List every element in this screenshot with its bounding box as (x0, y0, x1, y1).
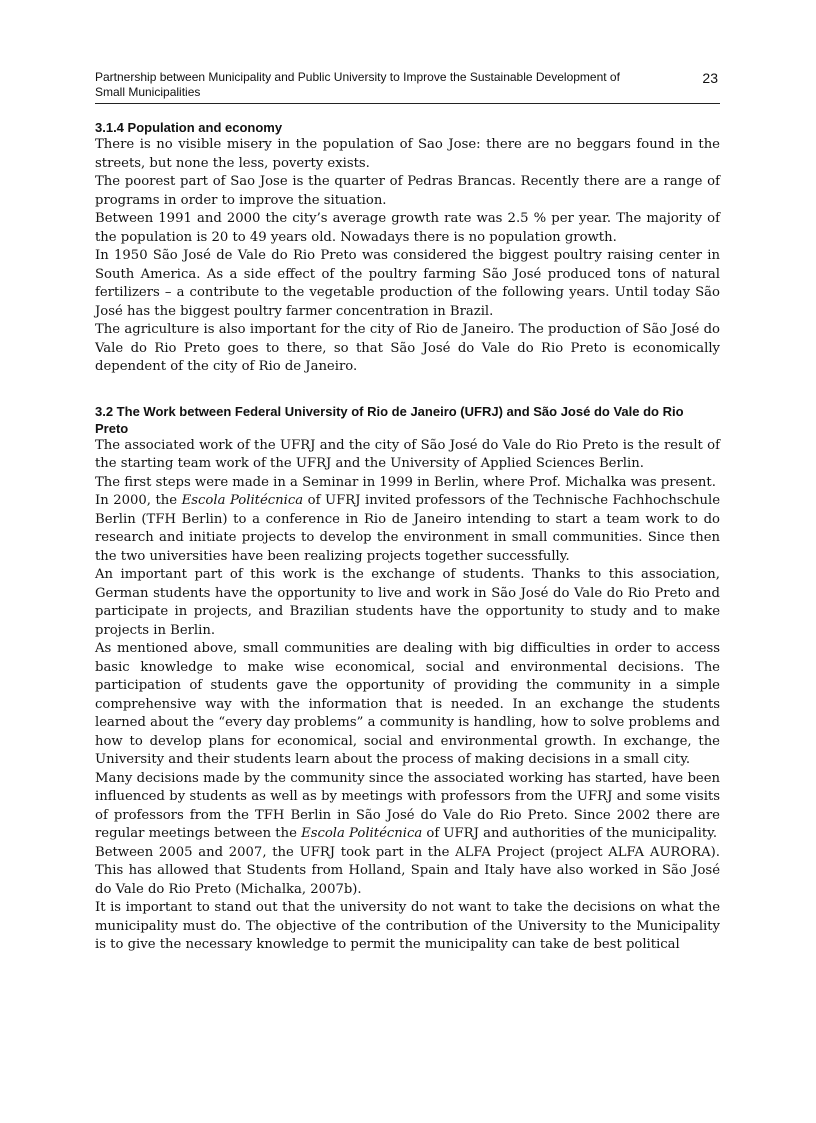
italic-term: Escola Politécnica (301, 826, 423, 841)
running-header (95, 70, 720, 104)
page-number: 23 (702, 70, 718, 86)
paragraph: An important part of this work is the exchange of students. Thanks to this association, German students have the opportunity to live and work in São José do Vale do Rio Preto and participate in projects, and Brazilian students have the opportunity to study and to make projects in Berlin. (95, 567, 720, 638)
document-page (95, 70, 720, 955)
paragraph: In 1950 São José de Vale do Rio Preto was considered the biggest poultry raising center in South America. As a side effect of the poultry farming São José produced tons of natural fertilizers – a contribute to the vegetable production of the following years. Until today São José has the biggest poultry farmer concentration in Brazil. (95, 248, 720, 319)
text-run: Many decisions made by the community since the associated working has started, have been influenced by students as well as by meetings with professors from the UFRJ and some visits of professors from the TFH Berlin in São José do Vale do Rio Preto. Since 2002 there are regular meetings between the (95, 770, 720, 841)
text-run: of UFRJ invited professors of the Technische Fachhochschule Berlin (TFH Berlin) to a conference in Rio de Janeiro intending to start a team work to do research and initiate projects to develop the environment in small communities. Since then the two universities have been realizing projects together successfully. (95, 493, 720, 564)
paragraph: Between 2005 and 2007, the UFRJ took part in the ALFA Project (project ALFA AURORA). This has allowed that Students from Holland, Spain and Italy have also worked in São José do Vale do Rio Preto (Michalka, 2007b). (95, 844, 720, 897)
paragraph (95, 770, 720, 844)
paragraph: Between 1991 and 2000 the city’s average growth rate was 2.5 % per year. The majority of the population is 20 to 49 years old. Nowadays there is no population growth. (95, 211, 720, 245)
paragraph (95, 492, 720, 566)
paragraph: The associated work of the UFRJ and the city of São José do Vale do Rio Preto is the result of the starting team work of the UFRJ and the University of Applied Sciences Berlin. (95, 437, 720, 471)
running-header-title: Partnership between Municipality and Public University to Improve the Sustainable Development of Small Municipalities (95, 70, 620, 99)
document-body (95, 119, 720, 955)
text-run: of UFRJ and authorities of the municipality. (422, 826, 718, 841)
section-spacer (95, 377, 720, 403)
section-heading-3-2: 3.2 The Work between Federal University of Rio de Janeiro (UFRJ) and São José do Vale do Rio Preto (95, 403, 684, 436)
paragraph: It is important to stand out that the university do not want to take the decisions on what the municipality must do. The objective of the contribution of the University to the Municipality is to give the necessary knowledge to permit the municipality can take de best political (95, 900, 720, 952)
paragraph: As mentioned above, small communities are dealing with big difficulties in order to access basic knowledge to make wise economical, social and environmental decisions. The participation of students gave the opportunity of providing the community in a simple comprehensive way with the information that is needed. In an exchange the students learned about the “every day problems” a community is handling, how to solve problems and how to develop plans for economical, social and environmental growth. In exchange, the University and their students learn about the process of making decisions in a small city. (95, 641, 720, 767)
section-heading-3-1-4: 3.1.4 Population and economy (95, 120, 283, 135)
paragraph: The agriculture is also important for the city of Rio de Janeiro. The production of São José do Vale do Rio Preto goes to there, so that São José do Vale do Rio Preto is economically dependent of the city of Rio de Janeiro. (95, 322, 720, 374)
paragraph: There is no visible misery in the population of Sao Jose: there are no beggars found in the streets, but none the less, poverty exists. (95, 137, 720, 171)
text-run: In 2000, the (95, 493, 182, 508)
paragraph: The poorest part of Sao Jose is the quarter of Pedras Brancas. Recently there are a range of programs in order to improve the situation. (95, 174, 720, 208)
italic-term: Escola Politécnica (181, 493, 304, 508)
paragraph: The first steps were made in a Seminar in 1999 in Berlin, where Prof. Michalka was present. (95, 474, 716, 490)
